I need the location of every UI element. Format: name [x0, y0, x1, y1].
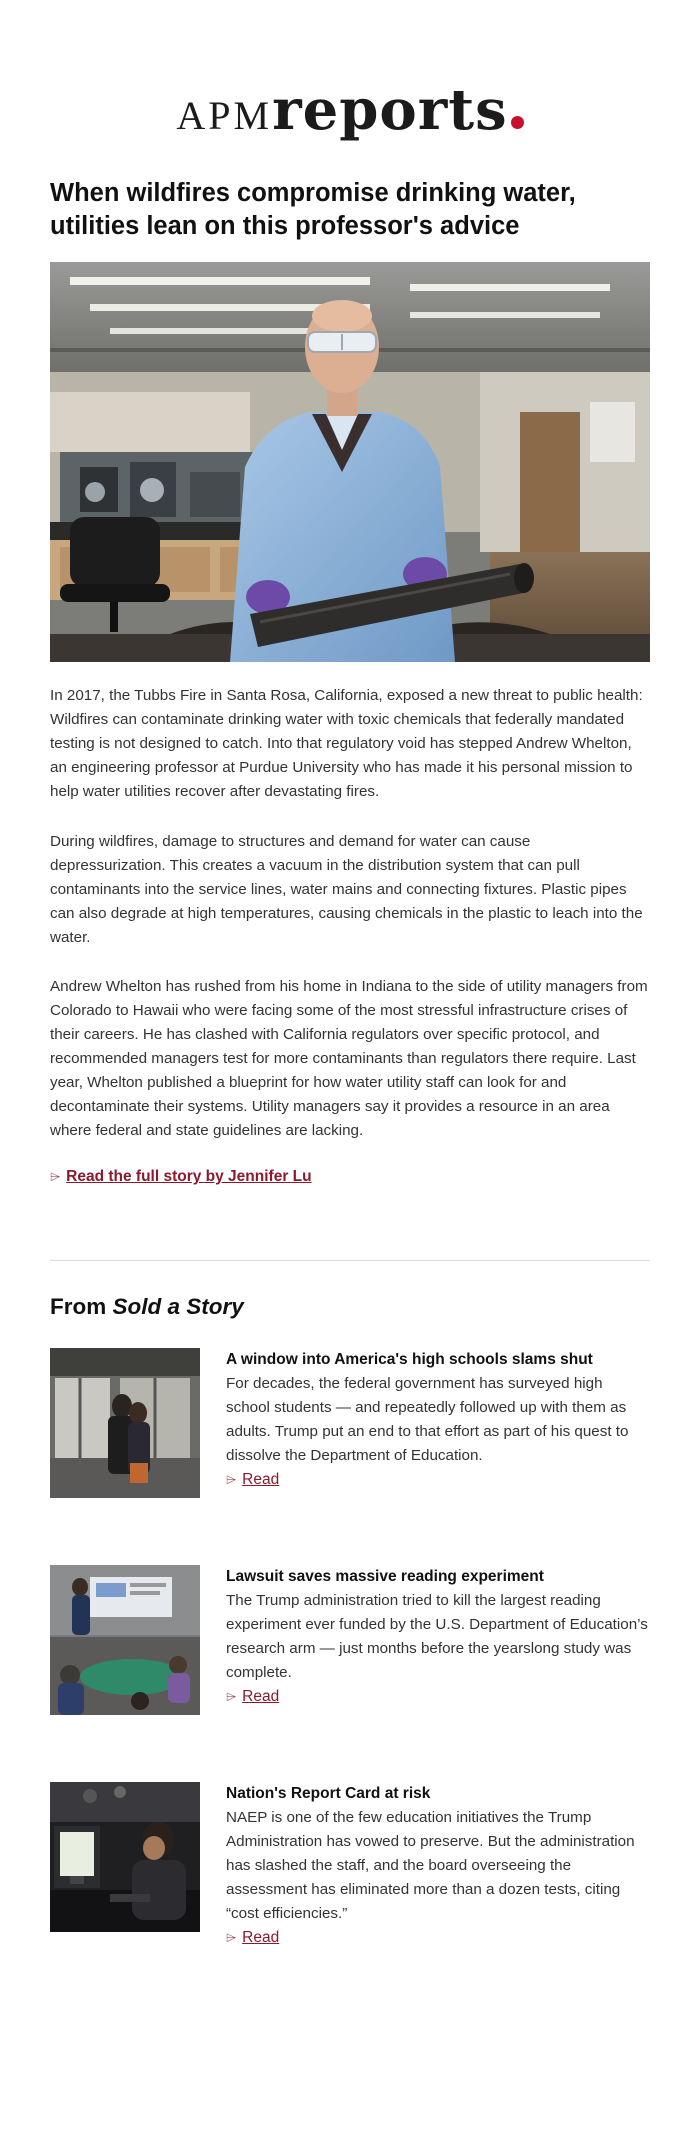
story-thumbnail[interactable]: [50, 1782, 200, 1932]
logo-dot-icon: [511, 116, 524, 129]
apm-reports-logo[interactable]: [0, 77, 700, 143]
story-read: [226, 1926, 650, 1950]
article-headline[interactable]: When wildfires compromise drinking water, utilities lean on this professor's advice: [50, 179, 576, 240]
article-paragraph: Andrew Whelton has rushed from his home in Indiana to the side of utility managers from Colorado to Hawaii who were facing some of the most stressful infrastructure crises of their careers. He has clashed with California regulators over specific protocol, and recommended managers test for more contaminants than regulators there require. Last year, Whelton published a blueprint for how water utility staff can look for and decontaminate their systems. Utility managers say it provides a resource in an area where federal and state guidelines are lacking.: [50, 978, 648, 1139]
story-summary: The Trump administration tried to kill the largest reading experiment ever funded by the U.S. Department of Education’s research arm — just months before the yearslong study was complete.: [226, 1592, 648, 1681]
logo-suffix: reports: [272, 77, 508, 143]
arrow-icon: ⌲: [50, 1169, 61, 1184]
story-title[interactable]: A window into America's high schools slams shut: [226, 1351, 593, 1368]
story-text: [226, 1565, 650, 1709]
arrow-icon: ⌲: [226, 1930, 237, 1945]
story-title[interactable]: Lawsuit saves massive reading experiment: [226, 1568, 544, 1585]
hero-image[interactable]: [50, 262, 650, 662]
section-heading: [50, 1292, 244, 1322]
section-prefix: From: [50, 1294, 107, 1319]
article-paragraph: In 2017, the Tubbs Fire in Santa Rosa, California, exposed a new threat to public health: Wildfires can contaminate drinking water with toxic chemicals that federally mandated testing is not designed to catch. Into that regulatory void has stepped Andrew Whelton, an engineering professor at Purdue University who has made it his personal mission to help water utilities recover after devastating fires.: [50, 687, 643, 800]
story-thumbnail[interactable]: [50, 1565, 200, 1715]
story-text: [226, 1348, 650, 1492]
story-read: [226, 1685, 650, 1709]
logo-prefix: APM: [176, 93, 273, 138]
story-read-link[interactable]: Read: [242, 1688, 280, 1705]
story-read-link[interactable]: Read: [242, 1929, 280, 1946]
arrow-icon: ⌲: [226, 1472, 237, 1487]
story-summary: For decades, the federal government has surveyed high school students — and repeatedly followed up with them as adults. Trump put an end to that effort as part of his quest to dissolve the Department of Education.: [226, 1375, 629, 1464]
article-paragraph: During wildfires, damage to structures and demand for water can cause depressurization. This creates a vacuum in the distribution system that can pull contaminants into the service lines, water mains and connecting fixtures. Plastic pipes can also degrade at high temperatures, causing chemicals in the plastic to leach into the water.: [50, 833, 643, 946]
story-read-link[interactable]: Read: [242, 1471, 280, 1488]
story-text: [226, 1782, 650, 1950]
arrow-icon: ⌲: [226, 1689, 237, 1704]
section-show-name: Sold a Story: [112, 1294, 244, 1319]
section-divider: [50, 1260, 650, 1261]
story-title[interactable]: Nation's Report Card at risk: [226, 1785, 431, 1802]
story-thumbnail[interactable]: [50, 1348, 200, 1498]
read-full-story-link[interactable]: Read the full story by Jennifer Lu: [66, 1168, 312, 1185]
story-read: [226, 1468, 650, 1492]
read-full-story-cta[interactable]: [50, 1166, 312, 1188]
story-summary: NAEP is one of the few education initiatives the Trump Administration has vowed to preserve. But the administration has slashed the staff, and the board overseeing the assessment has eliminated more than a dozen tests, citing “cost efficiencies.”: [226, 1809, 635, 1922]
